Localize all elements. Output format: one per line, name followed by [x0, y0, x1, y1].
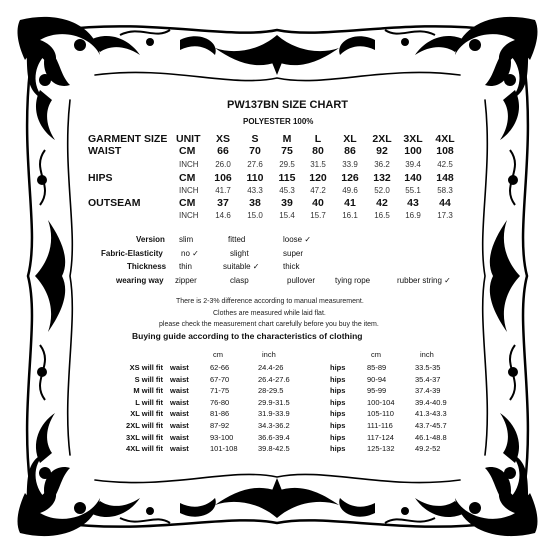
outseam-cm-value: 42: [376, 197, 388, 209]
col-header-inch: inch: [262, 350, 276, 359]
elasticity-option: no ✓: [181, 249, 199, 258]
outseam-cm-value: 38: [249, 197, 261, 209]
fit-label: XL will fit: [130, 409, 163, 419]
waist-label: waist: [170, 421, 189, 430]
page-title: PW137BN SIZE CHART: [227, 99, 349, 111]
waist-cm-range: 76-80: [210, 397, 230, 407]
hips-inch-range: 33.5-35: [415, 363, 441, 372]
waist-inch-range: 34.3-36.2: [258, 421, 290, 430]
waist-inch-value: 39.4: [405, 160, 421, 169]
waist-inch-value: 36.2: [374, 160, 390, 169]
waist-inch-value: 26.0: [215, 160, 231, 169]
hips-cm-range: 90-94: [367, 374, 387, 384]
hips-cm-value: 132: [373, 172, 391, 184]
waist-inch-range: 31.9-33.9: [258, 409, 290, 419]
hips-inch-value: 49.6: [342, 186, 358, 195]
unit-cm: CM: [179, 172, 196, 184]
hips-label: hips: [330, 444, 346, 454]
outseam-cm-value: 39: [281, 197, 293, 209]
fit-label: 2XL will fit: [126, 421, 163, 430]
outseam-inch-value: 16.1: [342, 211, 358, 220]
hips-cm-range: 117-124: [367, 432, 394, 442]
waist-inch-range: 36.6-39.4: [258, 432, 290, 442]
hips-cm-range: 95-99: [367, 386, 387, 396]
row-label-outseam: OUTSEAM: [88, 197, 141, 209]
hips-label: hips: [330, 432, 346, 442]
waist-inch-value: 33.9: [342, 160, 358, 169]
outseam-inch-value: 15.0: [247, 211, 263, 220]
unit-inch: INCH: [179, 160, 199, 169]
outseam-inch-value: 16.9: [405, 211, 421, 220]
hips-inch-value: 41.7: [215, 186, 231, 195]
outseam-inch-value: 17.3: [437, 211, 453, 220]
hips-cm-value: 140: [404, 172, 422, 184]
waist-cm-range: 93-100: [210, 432, 234, 442]
thickness-option: thin: [179, 262, 192, 271]
waist-cm-value: 80: [312, 145, 324, 157]
hips-cm-value: 110: [246, 172, 264, 184]
waist-label: waist: [170, 409, 189, 419]
hips-label: hips: [330, 397, 346, 407]
hips-label: hips: [330, 363, 346, 372]
waist-inch-range: 28-29.5: [258, 386, 284, 396]
waist-cm-value: 75: [281, 145, 293, 157]
hips-cm-range: 111-116: [367, 421, 393, 430]
row-label-waist: WAIST: [88, 145, 122, 157]
size-header: 4XL: [435, 133, 455, 145]
fit-label: 4XL will fit: [126, 444, 163, 454]
hips-cm-value: 126: [341, 172, 359, 184]
waist-inch-value: 42.5: [437, 160, 453, 169]
hips-cm-value: 148: [436, 172, 454, 184]
waist-cm-range: 71-75: [210, 386, 230, 396]
size-header: S: [251, 133, 259, 145]
hips-inch-range: 43.7-45.7: [415, 421, 447, 430]
waist-label: waist: [170, 386, 189, 396]
size-header: 3XL: [403, 133, 423, 145]
waist-inch-range: 26.4-27.6: [258, 374, 290, 384]
note-line: please check the measurement chart carefully before you buy the item.: [159, 321, 379, 328]
waist-inch-value: 27.6: [247, 160, 263, 169]
waist-inch-value: 29.5: [279, 160, 295, 169]
hips-label: hips: [330, 386, 346, 396]
unit-inch: INCH: [179, 186, 199, 195]
waist-inch-range: 24.4-26: [258, 363, 284, 372]
size-header: L: [314, 133, 322, 145]
wearing-option: pullover: [287, 276, 316, 285]
waist-cm-value: 86: [344, 145, 356, 157]
elasticity-option: slight: [230, 249, 249, 258]
fit-label: 3XL will fit: [126, 432, 163, 442]
wearing-option: clasp: [230, 276, 249, 285]
material-label: POLYESTER 100%: [243, 117, 314, 126]
waist-cm-range: 101-108: [210, 444, 238, 454]
buying-guide-title: Buying guide according to the characteristics of clothing: [132, 331, 363, 341]
size-header: XS: [215, 133, 230, 145]
hips-inch-range: 46.1-48.8: [415, 432, 447, 442]
wearing-way-label: wearing way: [116, 276, 164, 285]
hips-inch-value: 52.0: [374, 186, 390, 195]
note-line: There is 2-3% difference according to manual measurement.: [176, 298, 364, 305]
fit-label: XS will fit: [129, 363, 163, 372]
hips-cm-range: 105-110: [367, 409, 394, 419]
elasticity-option: super: [283, 249, 304, 258]
hips-inch-value: 47.2: [310, 186, 326, 195]
version-option: loose ✓: [283, 235, 312, 244]
unit-cm: CM: [179, 145, 196, 157]
size-header: M: [282, 133, 292, 145]
outseam-cm-value: 44: [439, 197, 451, 209]
hips-inch-value: 43.3: [247, 186, 263, 195]
waist-cm-value: 92: [376, 145, 388, 157]
waist-label: waist: [170, 432, 189, 442]
outseam-cm-value: 43: [407, 197, 419, 209]
waist-cm-value: 66: [217, 145, 229, 157]
hips-inch-range: 49.2-52: [415, 444, 441, 454]
hips-cm-value: 106: [214, 172, 232, 184]
hips-cm-value: 115: [278, 172, 296, 184]
waist-cm-range: 62-66: [210, 363, 230, 372]
hips-inch-value: 58.3: [437, 186, 453, 195]
unit-inch: INCH: [179, 211, 199, 220]
thickness-label: Thickness: [127, 262, 167, 271]
outseam-inch-value: 15.4: [279, 211, 295, 220]
fit-label: S will fit: [134, 374, 163, 384]
outseam-cm-value: 37: [217, 197, 229, 209]
fit-label: M will fit: [133, 386, 163, 396]
version-label: Version: [136, 235, 165, 244]
version-option: slim: [179, 235, 194, 244]
waist-label: waist: [170, 374, 189, 384]
hips-cm-value: 120: [309, 172, 327, 184]
outseam-inch-value: 14.6: [215, 211, 231, 220]
thickness-option: thick: [283, 262, 300, 271]
hips-inch-range: 35.4-37: [415, 374, 441, 384]
thickness-option: suitable ✓: [223, 262, 260, 271]
note-line: Clothes are measured while laid flat.: [213, 310, 326, 317]
wearing-option: tying rope: [335, 276, 371, 285]
col-header-inch: inch: [420, 350, 434, 359]
hips-inch-range: 41.3-43.3: [415, 409, 447, 419]
wearing-option: rubber string ✓: [397, 276, 451, 285]
waist-cm-range: 81-86: [210, 409, 230, 419]
col-header-cm: cm: [213, 350, 223, 359]
hips-inch-value: 55.1: [405, 186, 421, 195]
waist-cm-range: 67-70: [210, 374, 230, 384]
waist-cm-value: 100: [404, 145, 422, 157]
hips-label: hips: [330, 421, 346, 430]
waist-label: waist: [170, 397, 189, 407]
hips-label: hips: [330, 374, 346, 384]
waist-label: waist: [170, 444, 189, 454]
size-header: XL: [343, 133, 357, 145]
version-option: fitted: [228, 235, 246, 244]
hips-cm-range: 85-89: [367, 363, 387, 372]
waist-inch-range: 39.8-42.5: [258, 444, 290, 454]
hips-inch-value: 45.3: [279, 186, 295, 195]
waist-inch-value: 31.5: [310, 160, 326, 169]
fit-label: L will fit: [135, 397, 163, 407]
hips-cm-range: 125-132: [367, 444, 395, 454]
outseam-cm-value: 41: [344, 197, 356, 209]
waist-cm-value: 70: [249, 145, 261, 157]
row-label-hips: HIPS: [88, 172, 113, 184]
hips-label: hips: [330, 409, 346, 419]
garment-size-header: GARMENT SIZE: [88, 133, 168, 145]
waist-cm-range: 87-92: [210, 421, 230, 430]
hips-cm-range: 100-104: [367, 397, 395, 407]
hips-inch-range: 39.4-40.9: [415, 397, 447, 407]
unit-header: UNIT: [176, 133, 201, 145]
outseam-cm-value: 40: [312, 197, 324, 209]
hips-inch-range: 37.4-39: [415, 386, 441, 396]
size-header: 2XL: [372, 133, 392, 145]
col-header-cm: cm: [371, 350, 381, 359]
waist-inch-range: 29.9-31.5: [258, 397, 290, 407]
outseam-inch-value: 15.7: [310, 211, 326, 220]
outseam-inch-value: 16.5: [374, 211, 390, 220]
wearing-option: zipper: [175, 276, 197, 285]
elasticity-label: Fabric-Elasticity: [101, 249, 163, 258]
waist-label: waist: [170, 363, 189, 372]
unit-cm: CM: [179, 197, 196, 209]
waist-cm-value: 108: [436, 145, 454, 157]
